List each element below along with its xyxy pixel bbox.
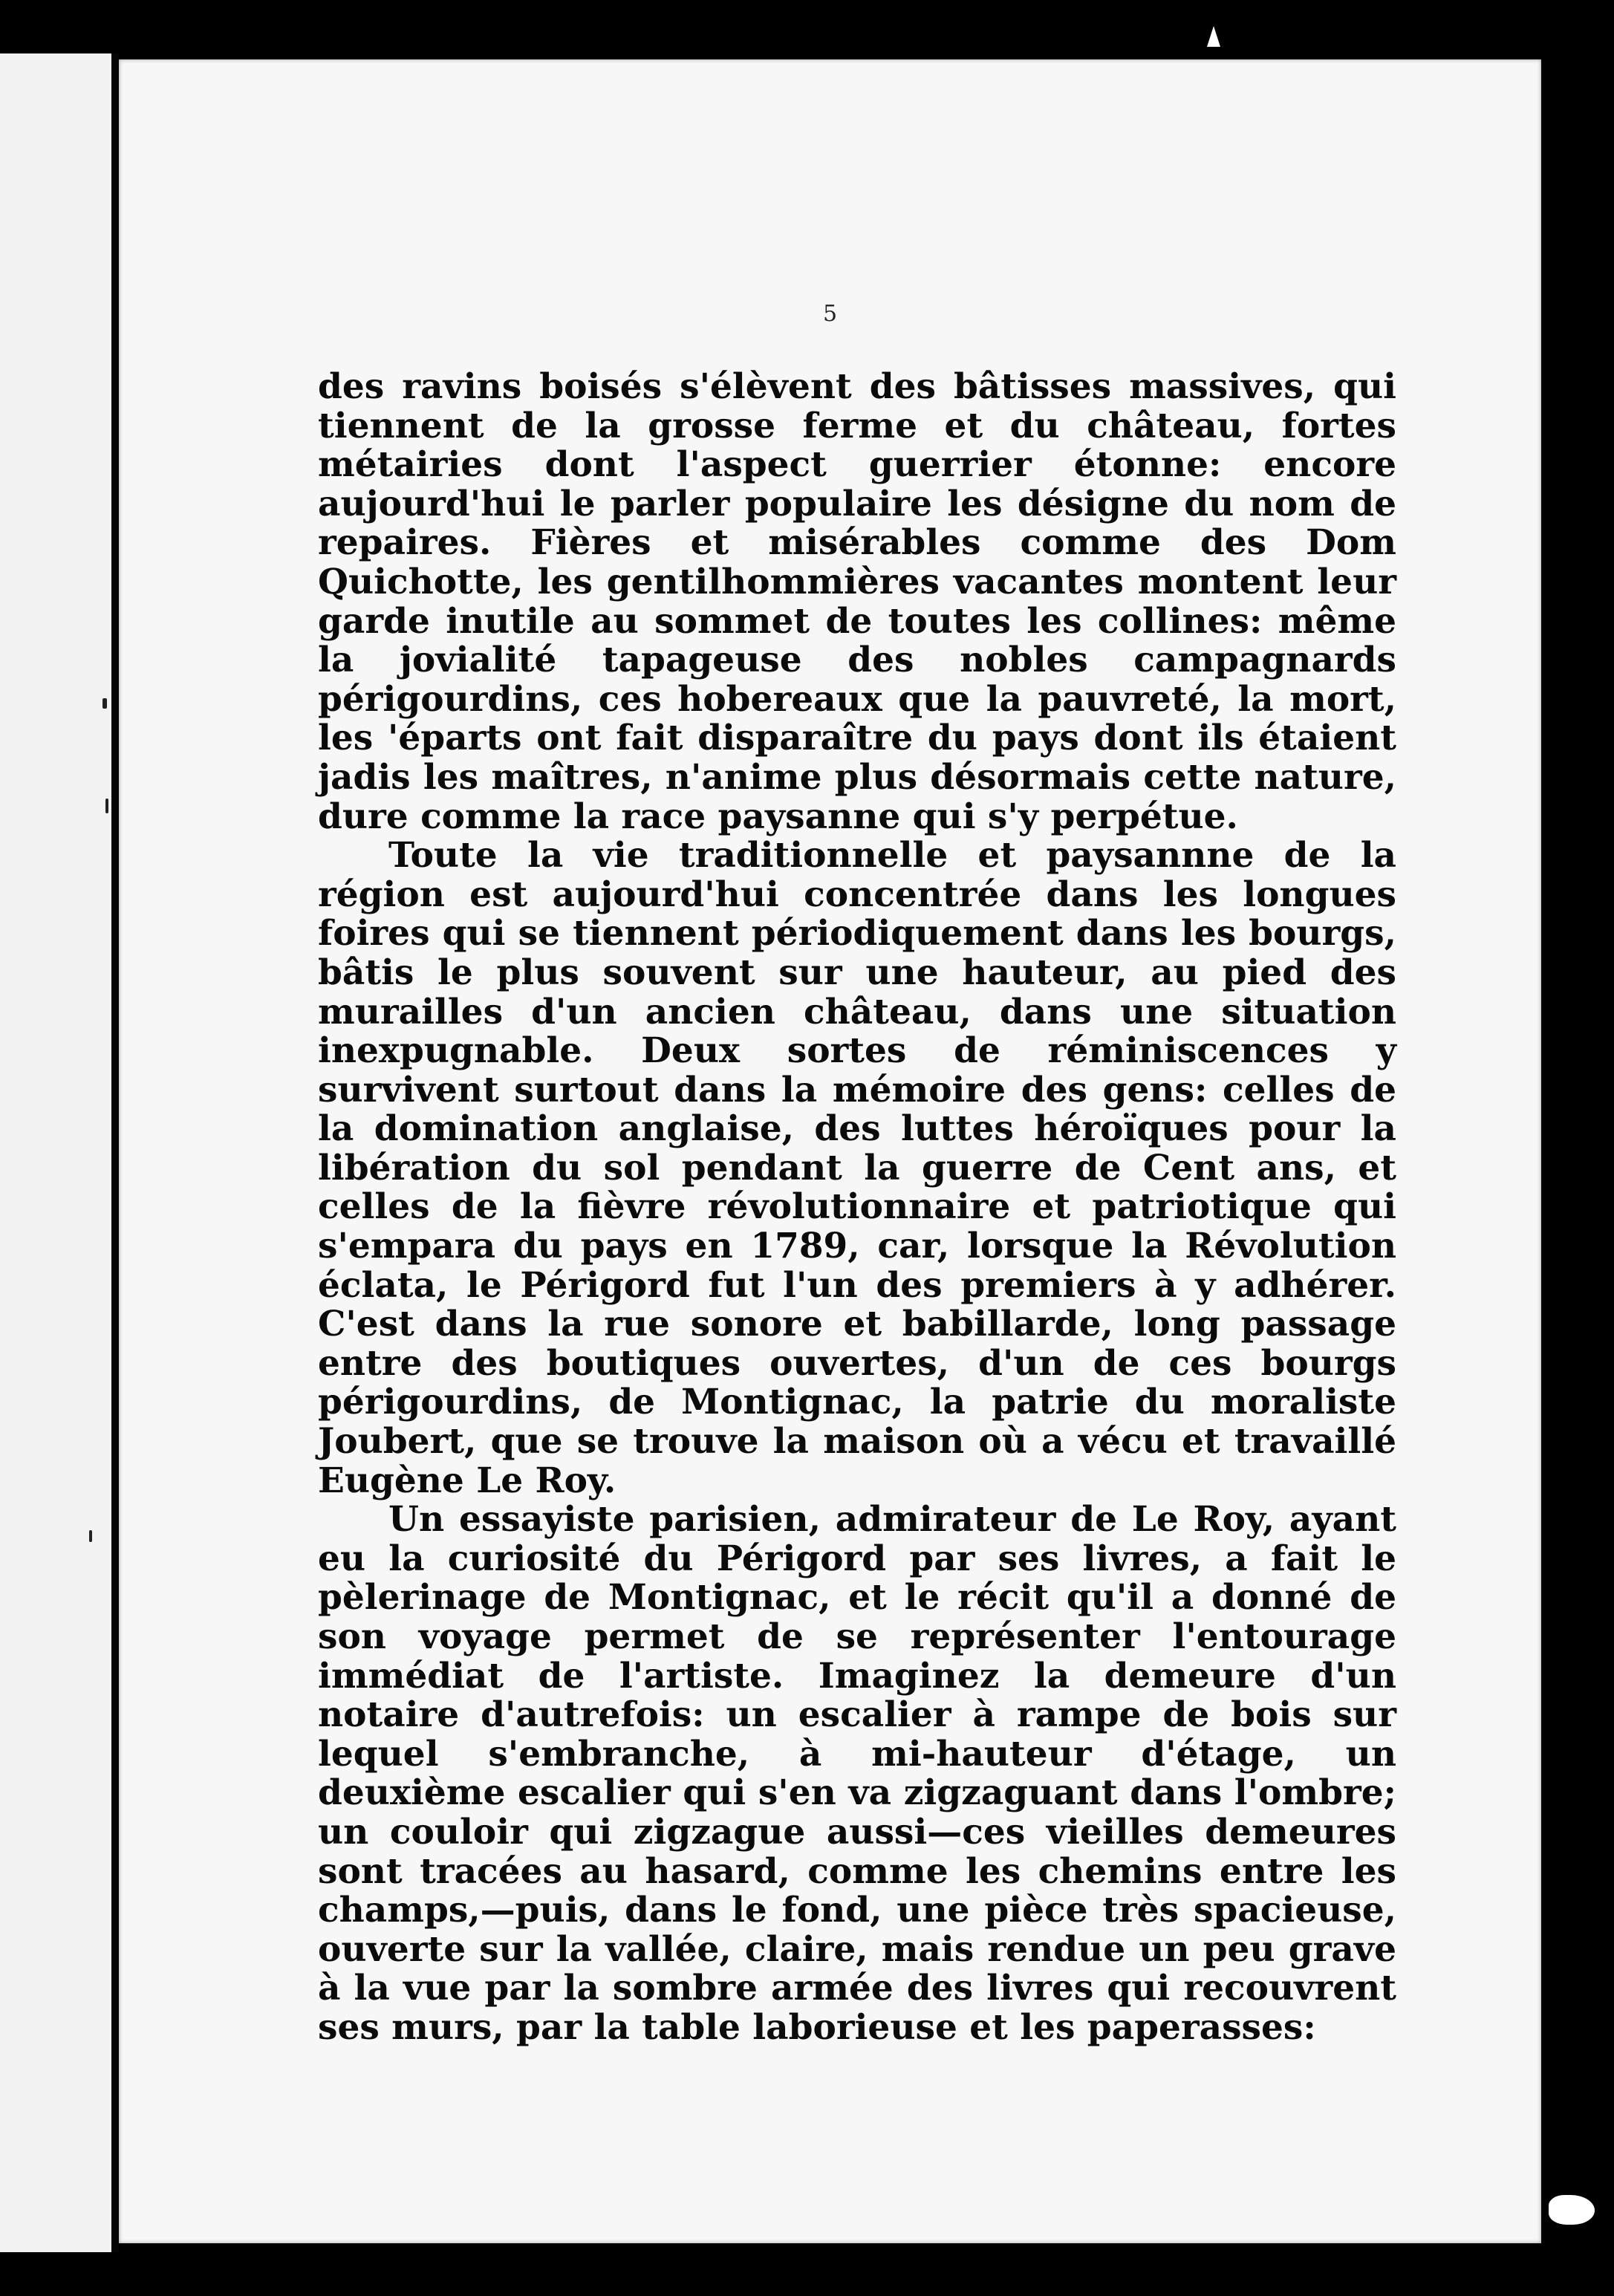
margin-speck xyxy=(102,698,107,709)
paragraph-2: Toute la vie traditionnelle et paysannne de la région est aujourd'hui concentrée dans les longues foires qui se tiennent périodiquement dans les bourgs, bâtis le plus souvent sur une hauteur, au pied des murailles d'un ancien château, dans une situation inexpugnable. Deux sortes de réminiscences y survivent surtout dans la mémoire des gens: celles de la domination anglaise, des luttes héroïques pour la libération du sol pendant la guerre de Cent ans, et celles de la fièvre révolutionnaire et patriotique qui s'empara du pays en 1789, car, lorsque la Révolution éclata, le Périgord fut l'un des premiers à y adhérer. C'est dans la rue sonore et babillarde, long passage entre des boutiques ouvertes, d'un de ces bourgs périgourdins, de Montignac, la patrie du moraliste Joubert, que se trouve la maison où a vécu et travaillé Eugène Le Roy. xyxy=(318,835,1396,1501)
page-number: 5 xyxy=(822,301,838,327)
film-marker-icon xyxy=(1207,26,1220,47)
scan-blemish xyxy=(1549,2195,1595,2225)
page-gutter xyxy=(111,53,119,2252)
margin-speck xyxy=(105,799,108,813)
facing-page-edge xyxy=(0,53,111,2252)
paragraph-3: Un essayiste parisien, admirateur de Le Roy, ayant eu la curiosité du Périgord par ses livres, a fait le pèlerinage de Montignac, et le récit qu'il a donné de son voyage permet de se représenter l'entourage immédiat de l'artiste. Imaginez la demeure d'un notaire d'autrefois: un escalier à rampe de bois sur lequel s'embranche, à mi-hauteur d'étage, un deuxième escalier qui s'en va zigzaguant dans l'ombre; un couloir qui zigzague aussi—ces vieilles demeures sont tracées au hasard, comme les chemins entre les champs,—puis, dans le fond, une pièce très spacieuse, ouverte sur la vallée, claire, mais rendue un peu grave à la vue par la sombre armée des livres qui recouvrent ses murs, par la table laborieuse et les paperasses: xyxy=(318,1499,1396,2048)
book-page xyxy=(119,59,1541,2243)
paragraph-1: des ravins boisés s'élèvent des bâtisses massives, qui tiennent de la grosse ferme et du château, fortes métairies dont l'aspect guerrier étonne: encore aujourd'hui le parler populaire les désigne du nom de repaires. Fières et misérables comme des Dom Quichotte, les gentilhommières vacantes montent leur garde inutile au sommet de toutes les collines: même la jovialité tapageuse des nobles campagnards périgourdins, ces hobereaux que la pauvreté, la mort, les 'éparts ont fait disparaître du pays dont ils étaient jadis les maîtres, n'anime plus désormais cette nature, dure comme la race paysanne qui s'y perpétue. xyxy=(318,366,1396,837)
margin-speck xyxy=(89,1530,92,1542)
body-text xyxy=(318,368,1396,2048)
